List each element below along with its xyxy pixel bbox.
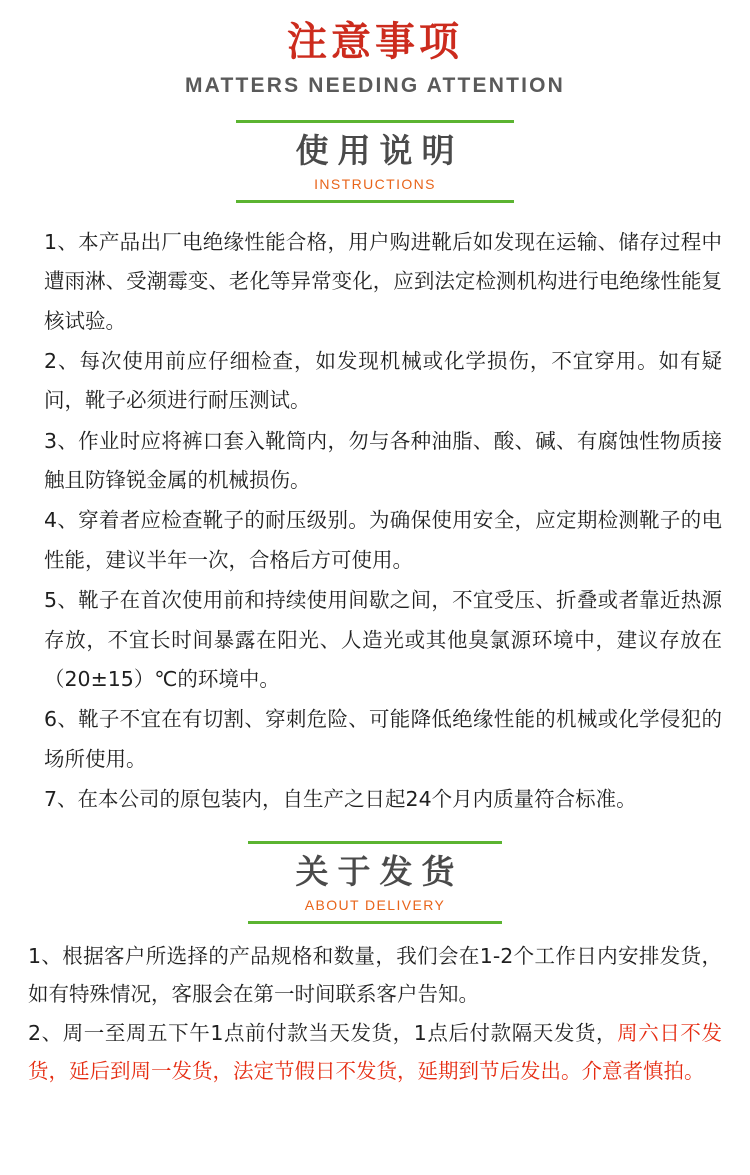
section-title-en: INSTRUCTIONS — [314, 175, 436, 192]
instruction-item: 7、在本公司的原包装内，自生产之日起24个月内质量符合标准。 — [44, 786, 637, 811]
delivery-title-en: ABOUT DELIVERY — [304, 897, 446, 914]
section-title-delivery — [248, 841, 502, 924]
instruction-item: 6、靴子不宜在有切割、穿刺危险、可能降低绝缘性能的机械或化学侵犯的场所使用。 — [44, 707, 722, 771]
instruction-item: 5、靴子在首次使用前和持续使用间歇之间，不宜受压、折叠或者靠近热源存放，不宜长时间暴露在阳光、人造光或其他臭氯源环境中，建议存放在（20±15）℃的环境中。 — [44, 588, 722, 691]
instructions-body — [44, 223, 722, 819]
page-title-en: MATTERS NEEDING ATTENTION — [184, 74, 566, 97]
instruction-item: 3、作业时应将裤口套入靴筒内，勿与各种油脂、酸、碱、有腐蚀性物质接触且防锋锐金属的机械损伤。 — [44, 428, 722, 493]
delivery-text-black: 2、周一至周五下午1点前付款当天发货，1点后付款隔天发货， — [28, 1021, 618, 1046]
page-header — [0, 0, 750, 98]
delivery-body — [28, 938, 722, 1091]
section-title-instructions — [236, 120, 514, 203]
instruction-item: 4、穿着者应检查靴子的耐压级别。为确保使用安全，应定期检测靴子的电性能，建议半年一次，合格后方可使用。 — [44, 508, 722, 572]
delivery-item: 1、根据客户所选择的产品规格和数量，我们会在1-2个工作日内安排发货，如有特殊情况，客服会在第一时间联系客户告知。 — [28, 944, 722, 1007]
page-title-cn: 注意事项 — [287, 19, 463, 65]
instruction-item: 1、本产品出厂电绝缘性能合格，用户购进靴后如发现在运输、储存过程中遭雨淋、受潮霉变、老化等异常变化，应到法定检测机构进行电绝缘性能复核试验。 — [44, 229, 722, 333]
delivery-item — [28, 1015, 722, 1091]
delivery-title-cn: 关于发货 — [295, 852, 464, 892]
section-title-cn: 使用说明 — [295, 131, 464, 170]
delivery-text-highlight: 周六日不发货，延后到周一发货，法定节假日不发货，延期到节后发出。介意者慎拍。 — [28, 1021, 722, 1084]
instruction-item: 2、每次使用前应仔细检查，如发现机械或化学损伤，不宜穿用。如有疑问，靴子必须进行耐压测试。 — [44, 349, 722, 413]
